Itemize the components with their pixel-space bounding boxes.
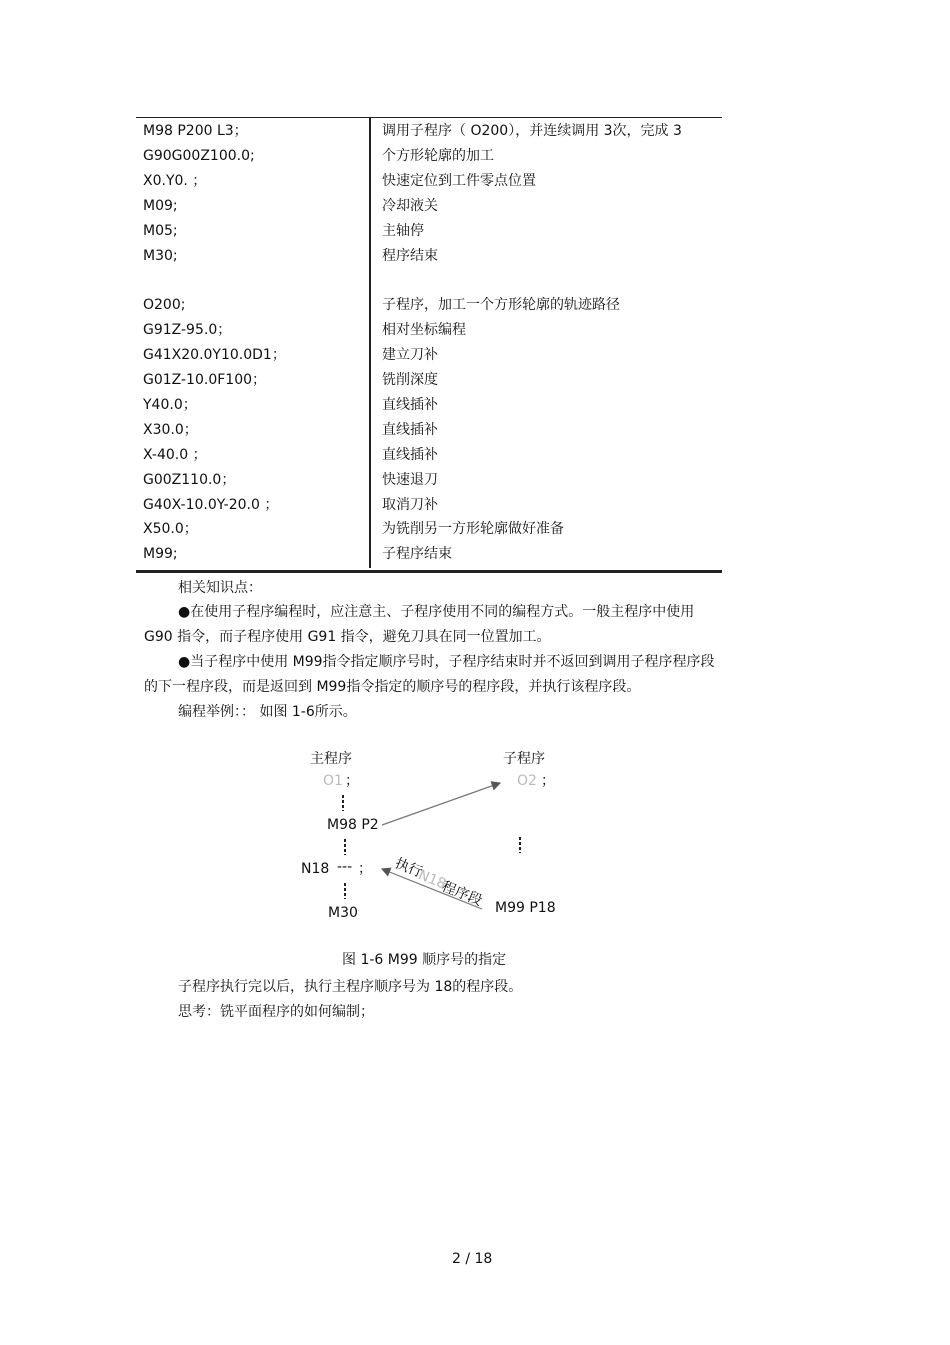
o2-label: O2: [517, 773, 537, 789]
program-description: 程序结束: [382, 247, 438, 264]
program-description: 直线插补: [382, 446, 438, 463]
program-code: G00Z110.0；: [143, 471, 236, 488]
point-2-line-2: 的下一程序段，而是返回到 M99指令指定的顺序号的程序段，并执行该程序段。: [144, 679, 641, 695]
table-row: [136, 144, 722, 169]
table-row: [136, 169, 722, 194]
o1-semicolon: ；: [345, 773, 359, 789]
n18-faint-label: N18: [415, 867, 449, 893]
n18-dash: ---: [337, 859, 353, 875]
table-row: [136, 244, 722, 269]
program-code: G41X20.0Y10.0D1；: [143, 347, 286, 364]
program-code: O200;: [143, 297, 186, 314]
m99-label: M99 P18: [495, 900, 556, 916]
program-code: G91Z-95.0；: [143, 322, 232, 339]
program-table: [136, 117, 722, 573]
table-row: [136, 393, 722, 418]
program-code: G90G00Z100.0;: [143, 147, 255, 164]
program-description: 快速退刀: [382, 471, 438, 488]
program-description: 取消刀补: [382, 496, 438, 513]
m99-diagram: [290, 745, 570, 925]
program-code: M05;: [143, 222, 178, 239]
program-code: M30;: [143, 247, 178, 264]
after-line-2: 思考：铣平面程序的如何编制；: [178, 1004, 374, 1020]
program-code: X30.0；: [143, 421, 198, 438]
o2-semicolon: ；: [541, 773, 555, 789]
n18-label: N18: [301, 861, 330, 877]
table-row: [136, 368, 722, 393]
call-arrow: [382, 783, 500, 825]
after-line-1: 子程序执行完以后，执行主程序顺序号为 18的程序段。: [178, 979, 523, 995]
n18-semicolon: ；: [358, 861, 372, 877]
table-row: [136, 219, 722, 244]
table-row: [136, 194, 722, 219]
program-code: X50.0；: [143, 521, 198, 538]
table-row: [136, 468, 722, 493]
table-row: [136, 318, 722, 343]
m30-label: M30: [328, 905, 358, 921]
program-code: G01Z-10.0F100；: [143, 372, 267, 388]
program-code: X0.Y0. ；: [143, 172, 207, 189]
sub-program-label: 子程序: [503, 751, 545, 767]
program-description: 建立刀补: [382, 347, 438, 364]
figure-caption: 图 1-6 M99 顺序号的指定: [342, 952, 507, 968]
program-code: Y40.0；: [143, 396, 197, 413]
table-row: [136, 418, 722, 443]
program-description: 相对坐标编程: [382, 322, 466, 339]
table-row: [136, 119, 722, 144]
point-1-line-1: ●在使用子程序编程时，应注意主、子程序使用不同的编程方式。一般主程序中使用: [178, 604, 695, 620]
exec-label: 执行: [392, 855, 425, 881]
program-description: 子程序，加工一个方形轮廓的轨迹路径: [382, 297, 620, 314]
program-description: 直线插补: [382, 421, 438, 438]
program-description: 为铣削另一方形轮廓做好准备: [382, 521, 564, 538]
program-code: M99;: [143, 546, 178, 563]
segment-label: 程序段: [439, 878, 485, 910]
table-row: [136, 343, 722, 368]
main-program-label: 主程序: [310, 751, 352, 767]
table-row: [136, 517, 722, 542]
table-row: [136, 268, 722, 293]
program-description: 调用子程序（ O200），并连续调用 3次，完成 3: [382, 123, 682, 139]
program-description: 快速定位到工件零点位置: [382, 172, 536, 189]
example-line: 编程举例：： 如图 1-6所示。: [178, 704, 357, 720]
o1-label: O1: [323, 773, 343, 789]
table-row: [136, 443, 722, 468]
related-knowledge-heading: 相关知识点：: [178, 580, 262, 596]
point-1-line-2: G90 指令，而子程序使用 G91 指令，避免刀具在同一位置加工。: [144, 629, 551, 645]
program-code: X-40.0 ；: [143, 446, 207, 463]
program-code: M09;: [143, 197, 178, 214]
table-row: [136, 293, 722, 318]
program-description: 直线插补: [382, 396, 438, 413]
m98-call: M98 P2: [327, 817, 379, 833]
point-2-line-1: ●当子程序中使用 M99指令指定顺序号时，子程序结束时并不返回到调用子程序程序段: [178, 654, 715, 670]
program-description: 子程序结束: [382, 546, 452, 563]
program-code: G40X-10.0Y-20.0 ；: [143, 496, 279, 513]
program-description: 个方形轮廓的加工: [382, 147, 494, 164]
page-number: 2 / 18: [452, 1251, 493, 1267]
program-description: 铣削深度: [382, 372, 438, 388]
table-row: [136, 542, 722, 567]
program-code: M98 P200 L3；: [143, 123, 248, 139]
table-row: [136, 493, 722, 518]
program-description: 主轴停: [382, 222, 424, 239]
program-description: 冷却液关: [382, 197, 438, 214]
